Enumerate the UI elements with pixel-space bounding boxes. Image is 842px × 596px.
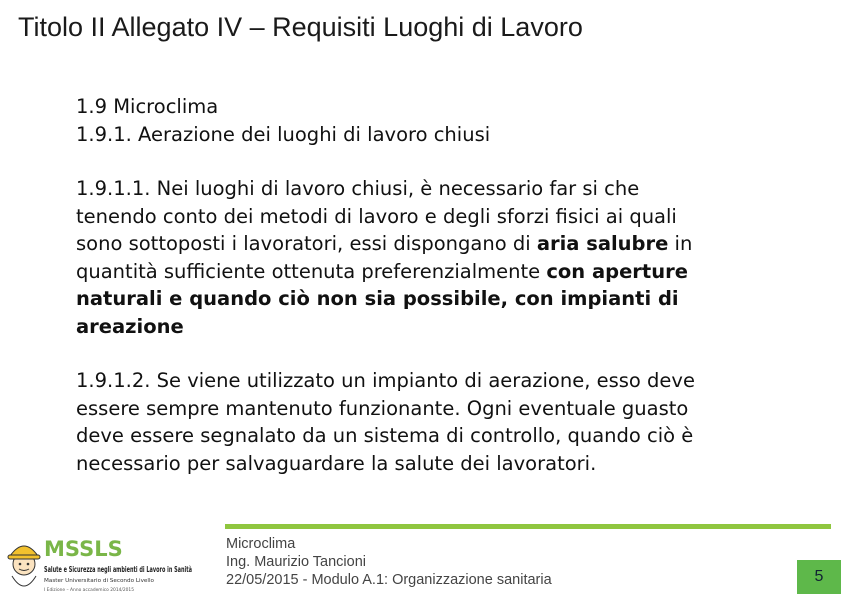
paragraph-1-9-1-1 (76, 175, 726, 340)
logo-line-2: Master Universitario di Secondo Livello (44, 578, 155, 584)
page-number-badge (797, 560, 841, 594)
paragraph-1-9-1-2: 1.9.1.2. Se viene utilizzato un impianto di aerazione, esso deve essere sempre mantenuto funzionante. Ogni eventuale guasto deve essere segnalato da un sistema di controllo, quando ciò è necessario per salvaguardare la salute dei lavoratori. (76, 369, 695, 475)
footer-date-module: 22/05/2015 - Modulo A.1: Organizzazione sanitaria (226, 572, 552, 588)
slide-content (76, 93, 726, 477)
logo-line-3: I Edizione – Anno accademico 2014/2015 (44, 588, 137, 593)
slide-title: Titolo II Allegato IV – Requisiti Luoghi di Lavoro (18, 12, 583, 42)
page-number: 5 (814, 568, 824, 585)
paragraph-bold-text: aria salubre (536, 232, 669, 255)
footer-accent-bar (225, 524, 831, 529)
footer-info (226, 535, 552, 589)
footer-author: Ing. Maurizio Tancioni (226, 554, 366, 570)
logo-line-1: Salute e Sicurezza negli ambienti di Lavoro in Sanità (44, 565, 192, 574)
logo-acronym: MSSLS (44, 537, 123, 561)
helmet-worker-icon (8, 546, 40, 586)
heading-aerazione: 1.9.1. Aerazione dei luoghi di lavoro chiusi (76, 122, 491, 146)
heading-microclima: 1.9 Microclima (76, 95, 219, 118)
paragraph-text: in quantità sufficiente ottenuta preferenzialmente (76, 232, 693, 283)
paragraph-text: 1.9.1.1. Nei luoghi di lavoro chiusi, è necessario far si che tenendo conto dei metodi di lavoro e degli sforzi fisici ai quali sono sottoposti i lavoratori, essi dispongano di (76, 177, 677, 255)
footer-topic: Microclima (226, 536, 296, 552)
mssls-logo (4, 534, 194, 594)
paragraph-bold-text: con aperture naturali e quando ciò non sia possibile, con impianti di areazione (76, 259, 688, 338)
